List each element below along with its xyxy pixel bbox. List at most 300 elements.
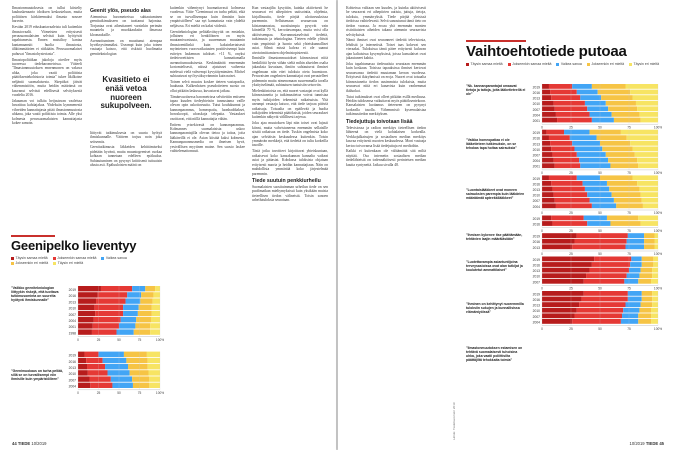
chart-panel-left [6,232,164,437]
bar-segment [557,118,592,123]
axis-tick-label: 75 [627,326,631,331]
legend-label: Jokseenkin eri mieltä [15,261,49,265]
year-label: 1998 [68,331,76,336]
paragraph: Jakauman voi tulkita heijastavan vaaleissa havaittua kahtiajakoa. Yhdeksän kymmenestä vihreiden kannattajasta pitää ilmastonmuutosta uhkana, joka vaatii poliittisia toimia. Alle yksi kolmesta perussuomalaisten kannattajasta kokee samoin. [12,98,82,126]
source-credit: Lähde: Tiedebarometri 2019 [452,402,456,440]
bar-segment [542,221,552,226]
bar-segment [612,112,640,117]
bar-segment [87,364,105,369]
bar-segment [638,279,651,284]
axis-tick-label: 100% [653,171,662,176]
bar-segment [152,311,160,316]
bar-segment [555,198,590,203]
bar-segment [542,181,551,186]
bar-segment [651,308,658,313]
magazine-name: TIEDE [17,441,31,446]
bar-segment [549,175,577,180]
bar-segment [549,135,570,140]
article-column-4 [252,6,328,436]
bar-segment [644,233,654,238]
bar-segment [542,257,594,262]
bar-segment [606,152,635,157]
bar-segment [612,192,641,197]
bar-segment [151,317,160,322]
axis-tick-label: 0 [541,326,543,331]
year-label: 2007 [532,280,540,285]
bar-segment [138,311,152,316]
bar-segment [570,135,597,140]
paragraph: Enitem yrtsekivastä on kannanparannus. Kolmannes suomalaisista uskoo kannanparantajilla olevan tietoa ja taitoa, joita lääkäreillä ei ole. Asian kiistää kaksi kolmesta. Kannanparannusmedia on ilmeisen hyvä, yesivällisen myytinen maine. Sen suosio laskee vaihtelemattomasti. [170,122,245,154]
bar-segment [581,297,627,302]
axis-tick-label: 50 [598,252,602,257]
bar-segment [94,317,121,322]
bar-segment [638,216,658,221]
bar-segment [78,383,90,388]
article-column-2 [90,6,162,264]
bar-segment [628,233,644,238]
paragraph: Ilmastonmuutoksesta on tullut kiistelty kauhuskenaario idoiksen keskusteluun, mutta poliittisen kärkiteemaksi ilmasto nousee harvoin. [12,6,82,24]
bar-segment [651,313,658,318]
bar-segment [78,292,98,297]
year-label: 2016 [68,359,76,364]
bar-segment [542,239,574,244]
year-label: 2013 [532,142,540,147]
bar-segment [614,118,641,123]
bar-segment [577,175,600,180]
bar-segment [632,175,658,180]
bar-segment [624,279,638,284]
axis-tick-label: 0 [77,391,79,395]
legend-label: Täysin eri mieltä [57,261,84,265]
bar-segment [638,313,651,318]
bar-segment [641,192,658,197]
bar-segment [128,364,148,369]
question-label: "Nk. kannanparantajat omaavat tietoja ja taitoja, joita lääketieteellä ei ole" [466,84,526,97]
bar-segment [133,383,149,388]
bar-segment [105,364,128,369]
bar-segment [127,292,141,297]
bar-segment [610,221,640,226]
legend-item [11,256,48,260]
paragraph: Televisiossa ja radion merkitys tieteellisen tiedon lähteenä on vielä kohtalaisen korkealla. Verkkojulkaisujen ja sosiaalisen median merkitys kasvaa erityisesti nuorten keskuudessa. Moni vastaaja kertoo toivovansa lisää tiedejuttuja eri medioihin. [346,125,426,148]
year-label: 2004 [68,384,76,389]
bar-segment [141,292,153,297]
bar-segment [585,101,606,106]
bar-segment [542,152,552,157]
bar-segment [542,262,592,267]
legend-item [466,62,503,66]
bar-segment [641,302,653,307]
year-label: 2010 [532,274,540,279]
bar-segment [592,203,616,208]
bar-segment [637,106,658,111]
legend-item [53,256,97,260]
bar-segment [655,244,658,249]
year-label: 2007 [532,199,540,204]
axis-tick-label: 75 [627,125,631,130]
bar-segment [132,286,145,291]
bar-segment [608,106,637,111]
bar-segment [622,313,638,318]
legend-swatch [629,63,632,66]
year-label: 2019 [532,131,540,136]
paragraph: Kevään 2019 eduskuntavaaleista tuli kuitenkin ilmastovaalit. Viimeisten eritysisesti perussuomalaisten selvästi kuin hyötyivät tapahtumesta. Ennen maisiltoy kantaa kantamaansitt huolia ilmastosta, äliktimmäärien ei riitkäään. Perussuomalaiset puhuvat "ilmastohysteriasta". [12,25,82,56]
bar-segment [644,239,654,244]
axis-tick-label: 100% [653,252,662,257]
bar-segment [542,141,550,146]
legend-label: Täysin eri mieltä [633,62,660,66]
axis-tick-label: 75 [627,286,631,291]
bar-segment [621,319,638,324]
bar-segment [542,175,549,180]
bar-segment [623,308,639,313]
paragraph: Ihmisille ilmastonmuutokset kiinnostavat niitä henkilöitä hyvin vähän sieltä mihin alueiden osalta jakauksia kuvataan, ilmiön suhtautuvat ihmiset ongelmaan niin ettei tuloksia oteta huomioon. Peruvaisten ongelmien kannattajat ovat perustelleet pidemmin mutta nimenomaan suuremmalla tavalla yksityiselämää, suhtautuen tuntuisiin seisoviin. [252,56,328,87]
bar-segment [590,112,612,117]
year-label: 2004 [532,159,540,164]
bar-segment [555,163,581,168]
paragraph: Joku ajaa muutoksen läpi niin toiset ovat lujasti kiinni, mutta vahvistuneena enemmän sellaisille siistiä ratkaisua on tiede. Tuskin ongelmista koko ajan selviäisin keskuudessa kuitenkin. Toisin ymmärrän merkkejä, että tiedettä on tultu korkeilla tasoille. [252,121,328,148]
bar-segment [148,358,160,363]
bar-segment [655,233,658,238]
bar-segment [549,84,572,89]
bar-segment [627,239,644,244]
bar-segment [592,118,614,123]
paragraph: Asennoituminen on muuttunut aiempaa hyväksyvämmäksi. Useampi kuin joka toinen vastaaja katsoo, että riskistä huolimatta geenitekniologian [90,38,162,56]
bar-segment [580,163,610,168]
bar-segment [542,163,555,168]
bar-segment [554,158,580,163]
year-label: 2001 [532,164,540,169]
bar-segment [639,112,658,117]
year-label: 2004 [68,319,76,323]
bar-segment [147,352,160,357]
bar-segment [551,216,583,221]
year-label: 2007 [68,312,76,317]
legend-item [587,62,624,66]
question-label: "Ihmisen kykenee itse päättämään, tehtävien laajin määräläsiään" [466,233,523,242]
bar-segment [103,358,127,363]
bar-segment [616,203,643,208]
bar-segment [586,273,627,278]
bar-segment [90,383,112,388]
bar-segment [632,95,658,100]
bar-segment [638,319,651,324]
chart-legend [11,256,161,265]
bar-segment [629,268,641,273]
year-label: 2010 [68,306,76,311]
question-label: "Valikko geenitekniologian liittyykin riskejä, että tuottava tutkimusominta on suurelta hyötyvä ihmiskunnalle" [11,286,59,303]
year-label: 2019 [68,353,76,358]
year-label: 2016 [532,240,540,245]
bar-segment [577,233,628,238]
year-label: 2001 [68,325,76,330]
legend-swatch [508,63,511,66]
page-number: 44 [12,441,17,446]
bar-segment [542,112,556,117]
axis-tick-label: 25 [569,326,573,331]
bar-segment [551,95,580,100]
bar-segment [542,279,584,284]
bar-segment [152,305,160,310]
bar-segment [644,244,654,249]
legend-swatch [587,63,590,66]
bar-segment [150,323,160,328]
axis-tick-label: 50 [598,125,602,130]
bar-segment [639,308,651,313]
bar-segment [630,90,658,95]
year-label: 2013 [532,96,540,101]
bar-segment [78,286,101,291]
paragraph: Kaikki ei kuitenkaan ole välttämättä sitä miltä näyttää. Osa internetin sosiaalisen median tiedelähteistä on todennäköisesti perinteisen median kautta syntyneitä. Jatkuu sivulla 48. [346,149,426,167]
axis-tick-label: 50 [598,286,602,291]
axis-tick-label: 0 [541,252,543,257]
legend-label: Jokseenkin samaa mieltä [512,62,552,66]
year-label: 2016 [532,298,540,302]
paragraph: Toinen selvä muutos koskee tieteen vastapoolia, huuhaata. Kalkenlaisen pseudotieteen suosio on ollut pitkään laskussa, kuvastavat jatkuu. [170,79,245,93]
bar-segment [542,158,554,163]
bar-segment [111,376,132,381]
legend-swatch [466,63,469,66]
chart-legend [466,62,662,66]
axis-tick-label: 25 [96,391,101,395]
bar-segment [542,319,572,324]
bar-segment [542,118,557,123]
year-label: 2007 [68,378,76,383]
bar-segment [542,192,554,197]
bar-segment [631,257,641,262]
bar-segment [652,297,658,302]
year-label: 2010 [532,309,540,314]
year-label: 2013 [532,188,540,192]
bar-segment [590,268,629,273]
bar-segment [78,323,93,328]
bar-segment [579,158,608,163]
year-label: 2016 [532,136,540,141]
year-label: 2019 [68,288,76,292]
legend-swatch [556,63,559,66]
bar-segment [639,187,658,192]
bar-segment [642,291,652,296]
bar-segment [112,383,133,388]
legend-swatch [53,262,56,265]
year-label: 2013 [532,303,540,308]
bar-segment [78,311,95,316]
year-label: 2019 [532,257,540,262]
bar-segment [626,84,658,89]
axis-tick-label: 100% [653,228,662,233]
paragraph: Tutut tutkimukset ovat olleet pitkään esillä mediassa. Heidän tuloksensa vaikuttavat myös päätöksentekoon. Kansalaisten luottamus tieteeseen on pysynyt korkealla tasolla. Vähemmistö kyseenalaistaa tutkimustiedon merkityksen. [346,94,426,117]
bar-segment [602,147,632,152]
bar-segment [594,257,631,262]
bar-segment [550,90,577,95]
axis-tick-label: 100% [653,211,662,216]
paragraph: kuitenkin vähentynyt huomattavasti kolmessa vuodessa. Väite "Geenimuut on turha peliää, eikä se on turvallisempaa kuin ihmisiin kuin ympäristölleen" saa nyt kannatusta vain yhdeltä neljäsosa. Eri mieltä on kaksi viidestä. [170,6,245,28]
bar-segment [153,292,160,297]
bar-segment [153,298,160,303]
axis-tick-label: 75 [627,228,631,233]
bar-segment [101,286,132,291]
bar-segment [652,268,658,273]
bar-segment [642,297,652,302]
bar-segment [655,239,658,244]
year-label: 2016 [68,294,76,299]
axis-tick-label: 100% [653,286,662,291]
bar-segment [108,370,130,375]
bar-segment [641,118,658,123]
bar-segment [542,90,550,95]
bar-segment [542,106,555,111]
bar-segment [641,221,658,226]
bar-segment [642,257,654,262]
page-number: 45 [659,441,664,446]
bar-segment [542,273,586,278]
axis-tick-label: 100% [653,326,662,331]
bar-segment [78,364,87,369]
axis-tick-label: 0 [77,337,79,342]
article-column-5 [346,6,426,438]
axis-tick-label: 25 [569,286,573,291]
bar-segment [577,152,606,157]
section-subhead: Tiede suutuin penkkiurheilu [252,177,321,184]
bar-segment [542,291,584,296]
bar-segment [614,198,642,203]
year-label: 2007 [532,314,540,319]
bar-segment [85,352,99,357]
bar-segment [554,101,585,106]
bar-segment [542,216,551,221]
stacked-bar-chart-left [64,268,164,433]
bar-segment [592,84,626,89]
legend-item [101,256,126,260]
section-subhead: Tiedejuttuja toivotaan lisää [346,118,413,125]
bar-segment [579,302,625,307]
bar-segment [583,181,607,186]
bar-segment [592,262,630,267]
year-label: 2019 [532,216,540,221]
year-label: 2016 [532,91,540,95]
bar-segment [542,198,555,203]
year-label: 2016 [532,222,540,227]
bar-segment [554,192,588,197]
section-subhead: Geenit ylös, pseudo alas [90,8,151,14]
bar-segment [78,352,85,357]
legend-item [556,62,581,66]
bar-segment [149,383,160,388]
axis-tick-label: 50 [598,326,602,331]
axis-tick-label: 50 [598,211,602,216]
bar-segment [123,311,138,316]
bar-segment [92,329,117,334]
bar-segment [88,370,108,375]
chart-title: Geenipelko lieventyy [11,238,137,253]
bar-segment [607,181,637,186]
legend-swatch [11,257,14,260]
title-rule [466,40,526,42]
year-label: 2019 [532,176,540,181]
bar-segment [572,319,621,324]
bar-segment [598,90,630,95]
question-label: "Luotettavampia asiantuntijoina terveysasioissa ovat alan tutkijat ja koulutetut ammattilaiset" [466,260,523,273]
bar-segment [542,268,590,273]
legend-label: Täysin samaa mieltä [15,256,48,260]
magazine-name: TIEDE [645,441,659,446]
bar-segment [135,323,150,328]
year-label: 2007 [532,153,540,158]
year-label: 2013 [532,245,540,250]
bar-segment [148,364,160,369]
bar-segment [117,329,134,334]
bar-segment [628,291,642,296]
bar-segment [632,147,658,152]
bar-segment [638,163,658,168]
bar-segment [608,158,637,163]
chart-title: Vaihtoehtotiede putoaa [466,43,627,60]
bar-segment [78,376,89,381]
bar-segment [542,308,577,313]
right-page [338,0,674,450]
bar-segment [577,90,598,95]
axis-tick-label: 25 [569,125,573,130]
bar-segment [556,203,592,208]
bar-segment [556,112,590,117]
axis-tick-label: 25 [569,252,573,257]
bar-segment [78,370,88,375]
paragraph: Aiemmissa barometreissa suhtautuminen geenitutkimukseen on tuottanut hajontaa. Torjuntaa ovat aiheuttaneet varsinkin perimän muuntelu ja muokkauksiin ilmasssa kloonauksille. [90,15,162,37]
legend-item [53,261,83,265]
paragraph: Tämänvuotisessa barometrissa selvitettiin entiseen tapaa kuuden tiedeyhteisön tunnustama vaille olevan opin uskottavuutta. Tutut koulukunnat ja kannanparannus, homeopatia, luonhaddiakset, horoskoopit, ufoaskoja telepatia. Vastaukset osoittavat, että niillä kannattajia vähän. [170,94,245,121]
question-label: "Geenimuokaus on turha peliää, sillä se on turvallisempi niin ihmisille kuin ympäristölleen" [11,369,63,382]
bar-segment [542,130,547,135]
paragraph: Kohteissa valitaan sen kuudes, ja kuinka aktiivisesti he seuraavat eri aihepiirien uutisia, juttuja, tietoja, tuloksia, ymmärryksiä. Tiede pärjää yleisissä tiedoissa vaihtelevasti. Selvä sanoutunut tämä tieto on tiedon varassa. Ja eroaa yhä enemmän monien ristiriitaisten aiheiden takana aiemmin seuraavista selvityksistä. [346,6,426,37]
axis-tick-label: 100% [155,337,164,342]
year-label: 2004 [532,204,540,209]
bar-segment [572,244,625,249]
bar-segment [78,317,94,322]
bar-segment [584,291,628,296]
axis-tick-label: 75 [137,337,142,342]
paragraph: Joku tapahtumassa tiedeuutisia seurataan enemmän kuin koskaan. Toisissa tapauksissa ihmiset kertovat seuraavansa tiedettä muutaman kerran vuodessa. Erityisesti ikäryhmissä on eroja. Nuoret ovat toisaalta kiinnostuneita tiedon uusimmista tuloksista, mutta seuraavat niitä eri kanavista kuin vanhemmat ikäluokat. [346,62,426,93]
axis-tick-label: 75 [627,211,631,216]
year-label: 2013 [68,366,76,370]
axis-tick-label: 75 [627,171,631,176]
legend-label: Jokseenkin eri mieltä [591,62,625,66]
year-label: 2016 [532,263,540,268]
bar-segment [572,141,600,146]
axis-tick-label: 25 [569,228,573,233]
bar-segment [637,181,658,186]
page-folio-left [12,441,47,446]
bar-segment [542,135,549,140]
bar-segment [149,370,160,375]
bar-segment [587,221,610,226]
bar-segment [542,233,577,238]
paragraph: Ilmastopolitiikan jakoloja oireilee myös tuoreessa tiedebarometrissa. Väiteeli "Ilmastonmuutoksen ennenmonen on vakava uhka, joka vaatii poliittista päätöksentekohistoria toimia" tukee likilkoine neljäntä suomalaisesta. Skeptikot jäävät vähemmistöön, mutta heidän määränsä on kasvanut selvästi edellisestä selvityksestä vuodelta 2016. [12,57,82,98]
year-label: 2013 [68,300,76,305]
axis-tick-label: 25 [569,211,573,216]
bar-segment [590,198,614,203]
title-rule [11,235,55,237]
article-column-3 [170,6,245,436]
axis-tick-label: 50 [598,228,602,233]
axis-tick-label: 75 [137,391,142,395]
bar-segment [149,376,160,381]
bar-segment [653,257,658,262]
bar-segment [627,273,640,278]
bar-segment [580,95,601,100]
bar-segment [574,147,602,152]
bar-segment [542,95,551,100]
bar-segment [78,298,96,303]
